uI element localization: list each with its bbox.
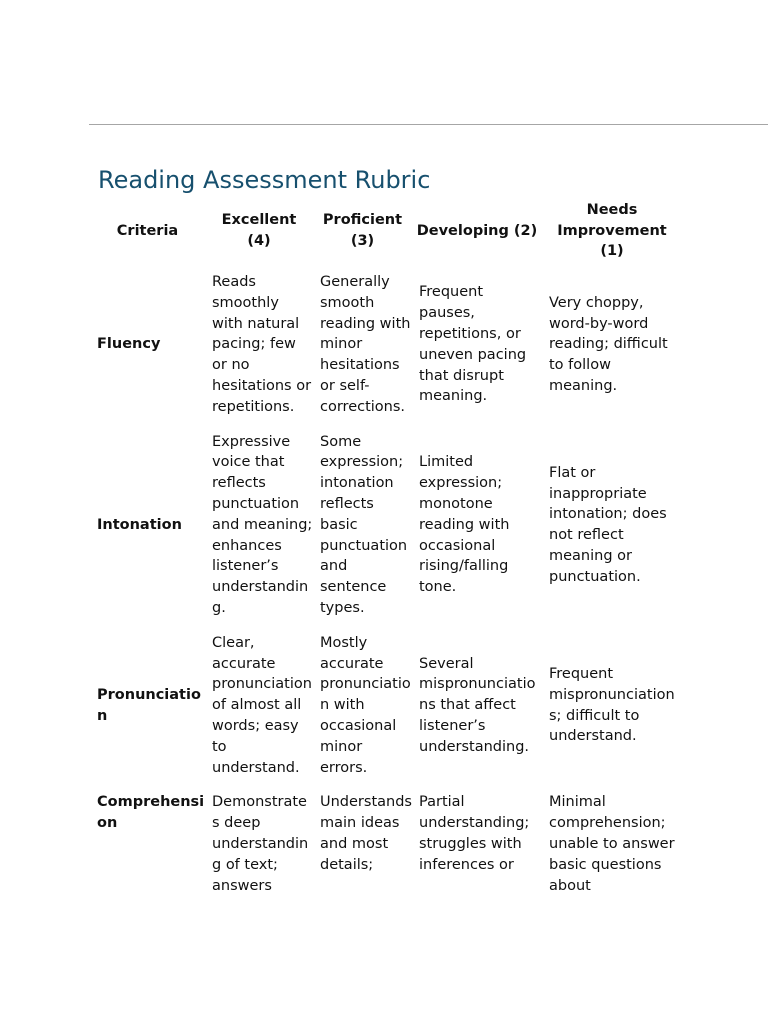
header-developing: Developing (2) [416,222,538,239]
header-needs-improvement: Needs Improvement (1) [557,201,667,260]
criteria-cell: Intonation [97,516,182,533]
header-excellent: Excellent (4) [221,212,297,249]
needs-improvement-cell: Very choppy, word-by-word reading; difficult to follow meaning. [549,294,668,394]
criteria-cell: Pronunciation [97,686,201,724]
developing-cell: Limited expression; monotone reading with occasional rising/falling tone. [419,454,510,596]
excellent-cell: Expressive voice that reflects punctuation and meaning; enhances listener’s understanding. [212,433,313,616]
proficient-cell: Some expression; intonation reflects basic punctuation and sentence types. [320,433,408,616]
needs-improvement-cell: Frequent mispronunciations; difficult to understand. [549,665,675,745]
excellent-cell: Clear, accurate pronunciation of almost all words; easy to understand. [212,634,312,776]
document-title: Reading Assessment Rubric [98,166,431,194]
table-row [90,266,682,424]
developing-cell: Frequent pauses, repetitions, or uneven pacing that disrupt meaning. [419,284,527,405]
table-row [90,784,682,896]
needs-improvement-cell: Minimal comprehension; unable to answer basic questions about [549,794,675,894]
table-row [90,424,682,625]
excellent-cell: Demonstrates deep understanding of text; answers [212,794,309,894]
proficient-cell: Mostly accurate pronunciation with occasional minor errors. [320,634,411,776]
criteria-cell: Fluency [97,336,161,353]
developing-cell: Partial understanding; struggles with inferences or [419,794,530,873]
table-row [90,625,682,785]
criteria-cell: Comprehension [97,794,205,832]
proficient-cell: Generally smooth reading with minor hesitations or self-corrections. [320,274,411,415]
table-header-row [90,196,682,266]
header-criteria: Criteria [116,222,179,239]
developing-cell: Several mispronunciations that affect listener’s understanding. [419,655,536,755]
header-divider [89,124,768,125]
needs-improvement-cell: Flat or inappropriate intonation; does not reflect meaning or punctuation. [549,464,667,585]
header-proficient: Proficient (3) [322,212,403,249]
excellent-cell: Reads smoothly with natural pacing; few or no hesitations or repetitions. [212,274,312,415]
rubric-table [90,196,682,896]
proficient-cell: Understands main ideas and most details; [320,794,412,873]
